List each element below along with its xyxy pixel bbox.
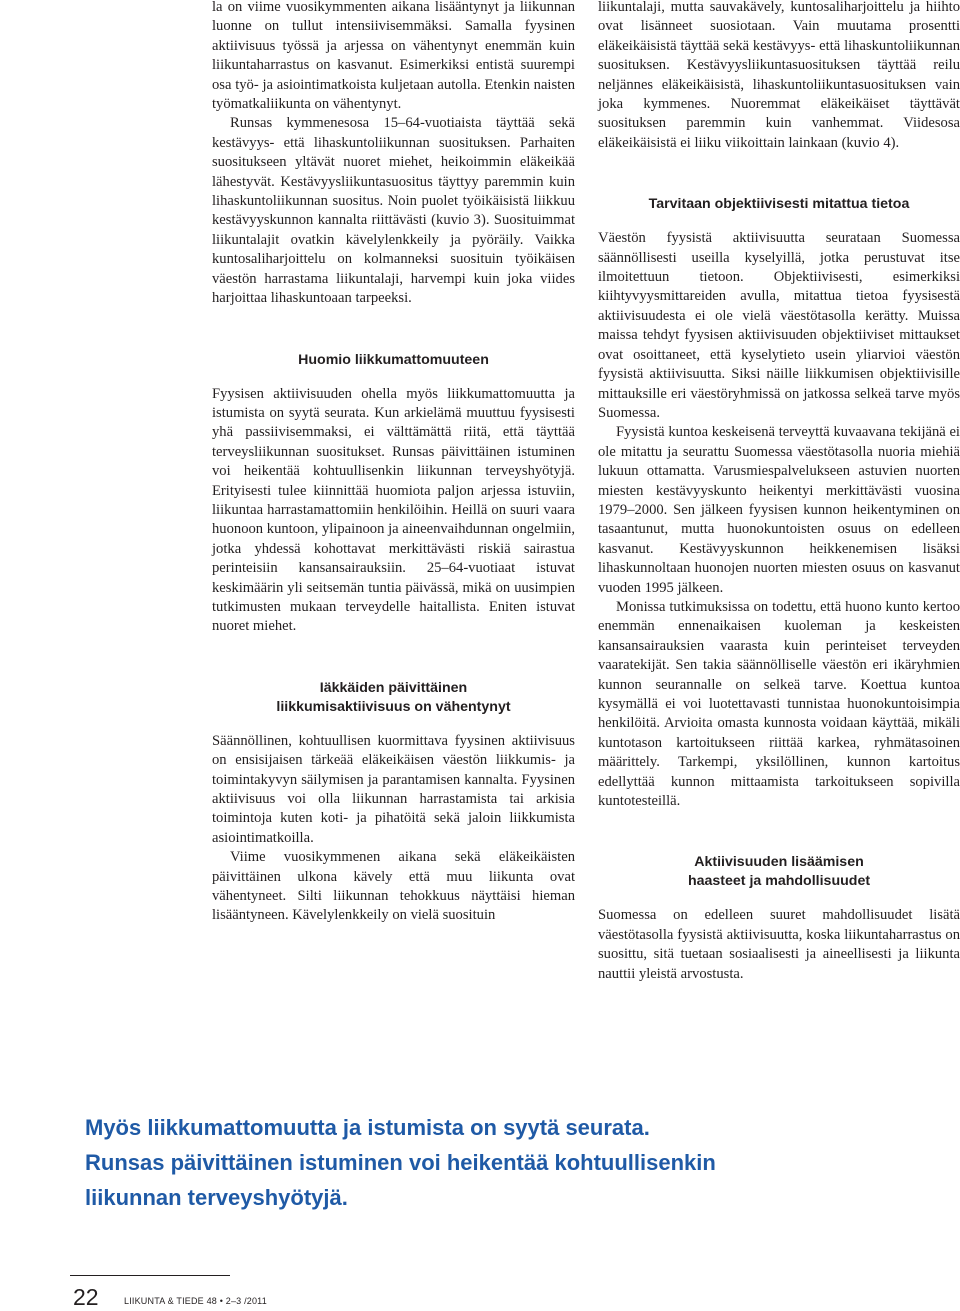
body-paragraph: Väestön fyysistä aktiivisuutta seurataan Suomessa säännöllisesti useilla kyselyillä, jotka perustuvat itse ilmoitettuun tietoon. Objektiivisesti, esimerkiksi kiihtyvyysmittareiden avulla, mitattua tietoa fyysisestä aktiivisuudesta ei ole vielä väestötasolla kerätty. Muissa maissa tehdyt fyysisen aktiivisuuden objektiiviset mittaukset ovat osoittaneet, että kyselytieto usein yliarvioi väestön fyysistä aktiivisuutta. Siksi näille liikkumisen objektiivisille mittauksille eri väestöryhmissä on jatkossa selkeä tarve myös Suomessa. [598, 230, 960, 421]
pull-quote-line: Myös liikkumattomuutta ja istumista on syytä seurata. [85, 1115, 650, 1140]
body-paragraph: Säännöllinen, kohtuullisen kuormittava fyysinen aktiivisuus on ensisijaisen tärkeää eläkeikäisen väestön liikkumis- ja toimintakyvyn säilymisen ja parantamisen kannalta. Fyysinen aktiivisuus voi olla liikunnan harrastamista tai arkisia toimintoja kuten koti- ja pihatöitä sekä jaloin liikkumista asiointimatkoilla. [212, 732, 575, 846]
section-heading [598, 853, 960, 891]
body-paragraph: Monissa tutkimuksissa on todettu, että huono kunto kertoo enemmän ennenaikaisen kuoleman ja keskeisten kansansairauksien vaarasta kuin perinteiset terveyden vaaratekijät. Sen takia säännölliselle väestön eri ikäryhmien kunnon seurannalle on selkeä tarve. Koettua kuntoa kysymällä ei voi luotettavasti tunnistaa huonokuntoisimpia henkilöitä. Arvioita omasta kunnosta voidaan käyttää, mikäli kuntotason kartoitukseen riittää karkea, ryhmätasoinen määrittely. Tarkempi, yksilöllinen, kunnon kartoitus edellyttää kunnon mittaamista tarkoitukseen sopivilla kuntotesteillä. [598, 598, 960, 810]
heading-line: Aktiivisuuden lisäämisen [694, 854, 864, 871]
section-heading: Tarvitaan objektiivisesti mitattua tietoa [648, 196, 910, 213]
footer-divider [70, 1275, 230, 1276]
body-paragraph: Fyysisen aktiivisuuden ohella myös liikkumattomuutta ja istumista on syytä seurata. Kun arkielämä muuttuu fyysisesti yhä passiivisemmaksi, ei välttämättä riitä, että täyttää terveysliikunnan suositukset. Runsas päivittäinen istuminen voi heikentää kohtuullisenkin liikunnan terveyshyötyjä. Erityisesti tulee kiinnittää huomiota paljon arjessa istuviin, liikuntaa harrastamattomiin henkilöihin. Heillä on suuri vaara huonoon kuntoon, ylipainoon ja aineenvaihdunnan ongelmiin, jotka yhdessä kohottavat merkittävästi riskiä sairastua perinteisiin kansansairauksiin. 25–64-vuotiaat istuvat keskimäärin yli seitsemän tuntia päivässä, mikä on uusimpien tutkimusten mukaan terveydelle haitallista. Eniten istuvat nuoret miehet. [212, 385, 575, 635]
pull-quote-line: liikunnan terveyshyötyjä. [85, 1185, 348, 1210]
body-paragraph: Suomessa on edelleen suuret mahdollisuudet lisätä väestötasolla fyysistä aktiivisuutta, koska liikuntaharrastus on suosittu, sitä tuetaan sosiaalisesti ja aineellisesti ja liikunta nauttii yleistä arvostusta. [598, 907, 960, 982]
pull-quote-line: Runsas päivittäinen istuminen voi heikentää kohtuullisenkin [85, 1150, 716, 1175]
body-paragraph: la on viime vuosikymmenten aikana lisääntynyt ja liikunnan luonne on tullut intensiivisemmäksi. Samalla fyysinen aktiivisuus työssä ja arjessa on vähentynyt enemmän kuin liikuntaharrastus on kasvanut. Esimerkiksi entistä suurempi osa työ- ja asiointimatkoista kuljetaan autolla. Etenkin naisten työmatkaliikunta on vähentynyt. [212, 0, 575, 113]
heading-line: liikkumisaktiivisuus on vähentynyt [276, 698, 511, 715]
page-number: 22 [73, 1284, 99, 1310]
right-column [598, 0, 960, 984]
section-heading: Huomio liikkumattomuuteen [298, 351, 489, 368]
heading-line: haasteet ja mahdollisuudet [687, 873, 871, 890]
journal-name: LIIKUNTA & TIEDE 48 • 2–3 /2011 [124, 1296, 267, 1306]
heading-line: Iäkkäiden päivittäinen [319, 679, 468, 696]
body-paragraph: Fyysistä kuntoa keskeisenä terveyttä kuvaavana tekijänä ei ole mitattu ja seurattu Suomessa väestötasolla nuoria miehiä lukuun ottamatta. Varusmiespalvelukseen astuvien nuorten miesten kestävyyskunto heikentyi merkittävästi vuosina 1979–2000. Sen jälkeen fyysisen kunnon heikentyminen on tasaantunut, mutta huonokuntoisten osuus on edelleen kasvanut. Kestävyyskunnon heikkenemisen lisäksi lihaskunnoltaan huonojen nuorten miesten osuus on kasvanut vuoden 1995 jälkeen. [598, 424, 960, 596]
body-paragraph: Viime vuosikymmenen aikana sekä eläkeikäisten päivittäinen ulkona kävely että muu liikunta ovat vähentyneet. Silti liikunnan tehokkuus näyttäisi hieman lisääntyneen. Kävelylenkkeily on vielä suosituin [212, 849, 575, 924]
section-heading [212, 679, 575, 717]
body-paragraph: Runsas kymmenesosa 15–64-vuotiaista täyttää sekä kestävyys- että lihaskuntoliikunnan suosituksen. Parhaiten suositukseen yltävät nuoret miehet, heikoimmin eläkeikää lähestyvät. Kestävyysliikuntasuositus täyttyy paremmin kuin lihaskuntoliikunnan suositus. Noin puolet työikäisistä liikkuu kestävyyskunnon kannalta riittävästi (kuvio 3). Suosituimmat liikuntalajit ovatkin kävelylenkkeily ja pyöräily. Vaikka kuntosaliharjoittelu on kolmanneksi suosituin työikäisen väestön harrastama liikuntalaji, harvempi kuin joka viides harjoittaa lihaskuntoaan tarpeeksi. [212, 115, 575, 307]
left-column [212, 0, 575, 926]
pull-quote [85, 1110, 945, 1215]
body-paragraph: liikuntalaji, mutta sauvakävely, kuntosaliharjoittelu ja hiihto ovat lisänneet suosiotaan. Vain muutama prosentti eläkeikäisistä täyttää sekä kestävyys- että lihaskuntoliikunnan suosituksen. Kestävyysliikuntasuosituksen täyttää reilu neljännes eläkeikäisistä, lihaskuntoliikuntasuosituksen vain joka kymmenes. Nuoremmat eläkeikäiset täyttävät suosituksen paremmin kuin vanhemmat. Viidesosa eläkeikäisistä ei liiku viikoittain lainkaan (kuvio 4). [598, 0, 960, 151]
